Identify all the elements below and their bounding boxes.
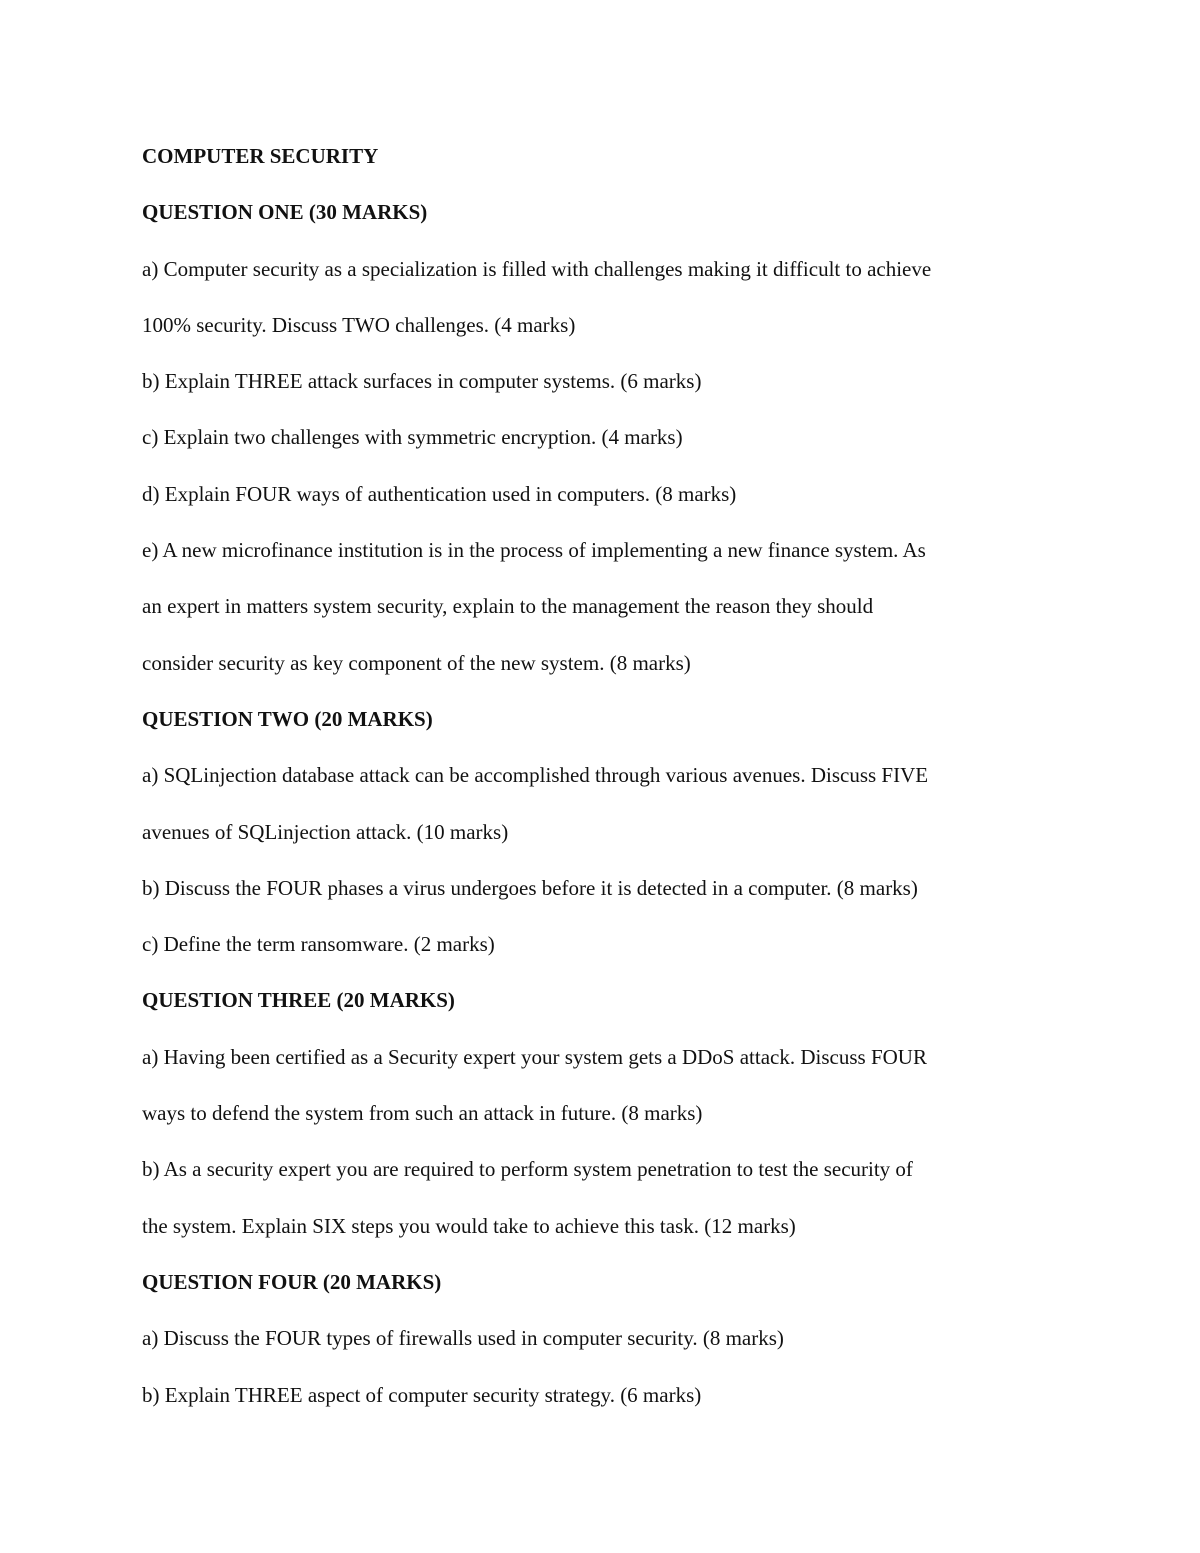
document-body (142, 138, 1042, 1433)
question-text-line: avenues of SQLinjection attack. (10 marks) (142, 819, 509, 844)
question-text-line: d) Explain FOUR ways of authentication used in computers. (8 marks) (142, 481, 737, 506)
question-text-line: b) Discuss the FOUR phases a virus undergoes before it is detected in a computer. (8 marks) (142, 875, 918, 900)
question-text-line: a) Computer security as a specialization is filled with challenges making it difficult to achieve (142, 256, 932, 281)
question-text-line: b) Explain THREE aspect of computer security strategy. (6 marks) (142, 1382, 702, 1407)
question-text-line: the system. Explain SIX steps you would take to achieve this task. (12 marks) (142, 1213, 796, 1238)
question-text-line: e) A new microfinance institution is in the process of implementing a new finance system. As (142, 538, 926, 563)
question-heading: QUESTION FOUR (20 MARKS) (142, 1269, 442, 1294)
question-list (142, 194, 1042, 1433)
question-text-line: an expert in matters system security, explain to the management the reason they should (142, 594, 874, 619)
question-text-line: c) Define the term ransomware. (2 marks) (142, 932, 495, 957)
question-heading: QUESTION ONE (30 MARKS) (142, 200, 428, 225)
question-text-line: ways to defend the system from such an attack in future. (8 marks) (142, 1101, 703, 1126)
question-text-line: c) Explain two challenges with symmetric encryption. (4 marks) (142, 425, 683, 450)
question-text-line: b) As a security expert you are required to perform system penetration to test the security of (142, 1157, 913, 1182)
question-text-line: consider security as key component of the new system. (8 marks) (142, 650, 691, 675)
question-text-line: a) Discuss the FOUR types of firewalls used in computer security. (8 marks) (142, 1326, 784, 1351)
question-text-line: b) Explain THREE attack surfaces in computer systems. (6 marks) (142, 369, 702, 394)
question-text-line: 100% security. Discuss TWO challenges. (4 marks) (142, 312, 576, 337)
question-text-line: a) SQLinjection database attack can be accomplished through various avenues. Discuss FIVE (142, 763, 929, 788)
question-heading: QUESTION TWO (20 MARKS) (142, 706, 433, 731)
question-heading: QUESTION THREE (20 MARKS) (142, 988, 455, 1013)
document-title: COMPUTER SECURITY (142, 144, 379, 168)
question-text-line: a) Having been certified as a Security expert your system gets a DDoS attack. Discuss FOUR (142, 1044, 927, 1069)
